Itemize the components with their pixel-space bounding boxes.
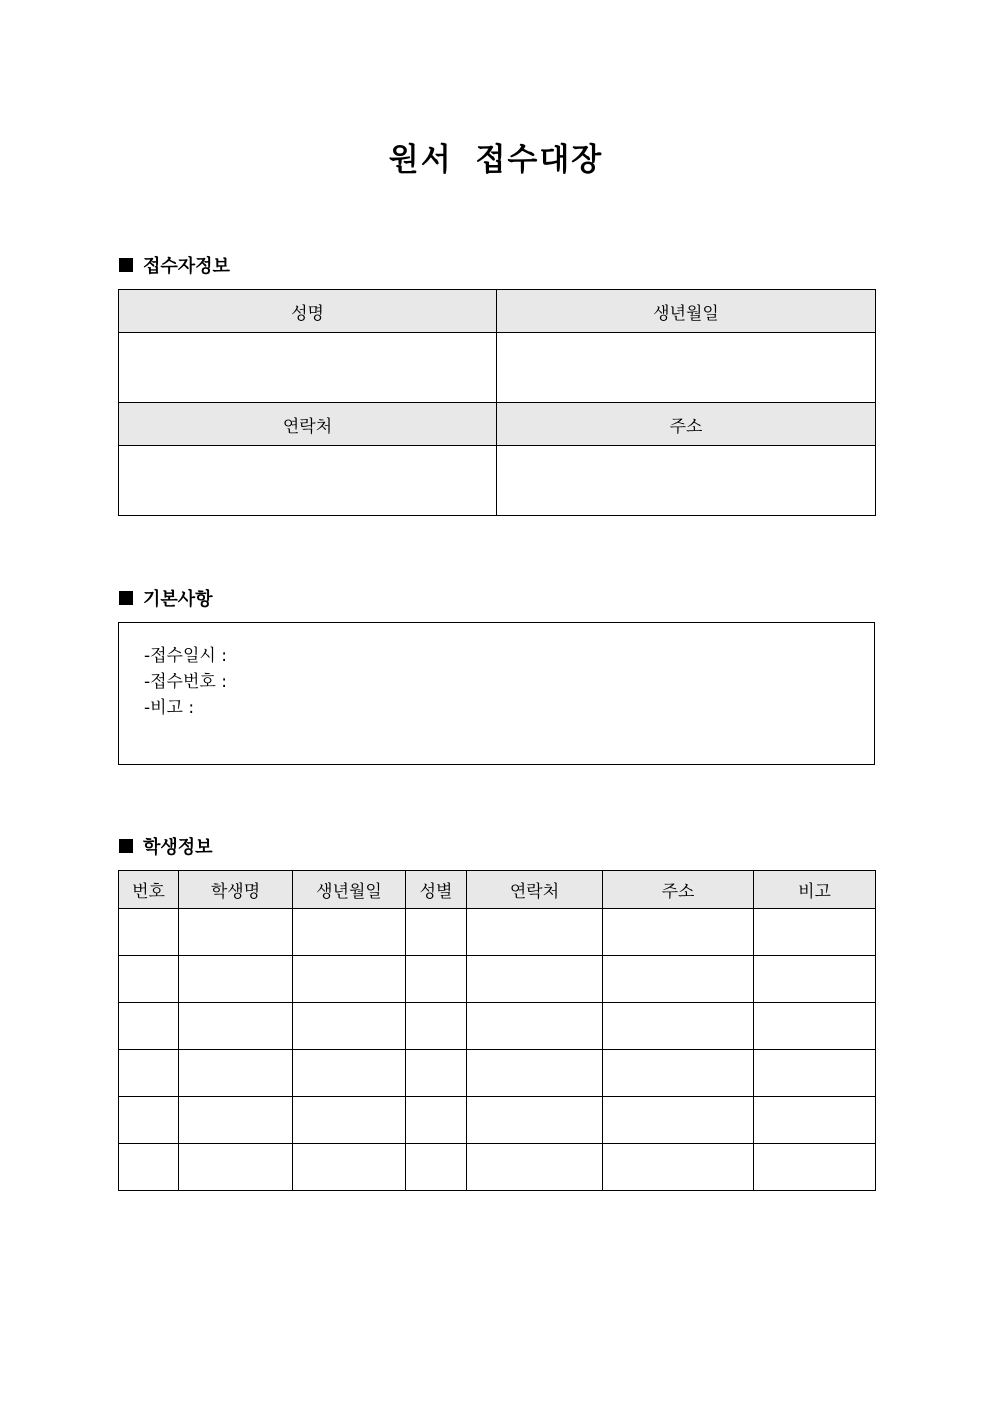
birthdate-field[interactable] [497, 333, 876, 403]
address-field[interactable] [497, 446, 876, 516]
table-row [119, 909, 876, 956]
column-header-remarks: 비고 [754, 871, 876, 909]
square-bullet-icon [119, 258, 133, 272]
student-header-row [119, 871, 876, 909]
table-row [119, 1144, 876, 1191]
student-name-cell[interactable] [179, 909, 293, 956]
student-section-heading [119, 834, 213, 858]
contact-field[interactable] [119, 446, 497, 516]
number-cell[interactable] [119, 1144, 179, 1191]
basic-info-box [118, 622, 875, 765]
gender-cell[interactable] [406, 909, 467, 956]
gender-cell[interactable] [406, 1097, 467, 1144]
gender-cell[interactable] [406, 1050, 467, 1097]
birthdate-cell[interactable] [293, 909, 406, 956]
address-label: 주소 [497, 403, 876, 446]
gender-cell[interactable] [406, 1144, 467, 1191]
student-section-title: 학생정보 [143, 837, 213, 858]
table-row [119, 1050, 876, 1097]
receipt-datetime-line: -접수일시 : [144, 646, 227, 666]
birthdate-cell[interactable] [293, 1003, 406, 1050]
basic-section-heading [119, 586, 213, 610]
column-header-gender: 성별 [406, 871, 467, 909]
applicant-section-title: 접수자정보 [143, 256, 230, 277]
address-cell[interactable] [603, 956, 754, 1003]
table-row [119, 1003, 876, 1050]
number-cell[interactable] [119, 1050, 179, 1097]
square-bullet-icon [119, 839, 133, 853]
applicant-value-row [119, 446, 876, 516]
contact-label: 연락처 [119, 403, 497, 446]
column-header-number: 번호 [119, 871, 179, 909]
name-label: 성명 [119, 290, 497, 333]
remarks-cell[interactable] [754, 909, 876, 956]
address-cell[interactable] [603, 1050, 754, 1097]
student-name-cell[interactable] [179, 1144, 293, 1191]
birthdate-cell[interactable] [293, 1144, 406, 1191]
contact-cell[interactable] [467, 1097, 603, 1144]
applicant-value-row [119, 333, 876, 403]
basic-section-title: 기본사항 [143, 589, 213, 610]
column-header-student-name: 학생명 [179, 871, 293, 909]
student-name-cell[interactable] [179, 956, 293, 1003]
applicant-label-row [119, 290, 876, 333]
remarks-cell[interactable] [754, 1050, 876, 1097]
address-cell[interactable] [603, 909, 754, 956]
contact-cell[interactable] [467, 1003, 603, 1050]
table-row [119, 1097, 876, 1144]
gender-cell[interactable] [406, 956, 467, 1003]
address-cell[interactable] [603, 1097, 754, 1144]
student-name-cell[interactable] [179, 1097, 293, 1144]
student-info-table [118, 870, 876, 1191]
contact-cell[interactable] [467, 956, 603, 1003]
number-cell[interactable] [119, 956, 179, 1003]
contact-cell[interactable] [467, 1144, 603, 1191]
page-title: 원서 접수대장 [388, 142, 604, 178]
column-header-address: 주소 [603, 871, 754, 909]
applicant-info-table [118, 289, 876, 516]
number-cell[interactable] [119, 1097, 179, 1144]
receipt-number-line: -접수번호 : [144, 672, 227, 692]
remarks-cell[interactable] [754, 956, 876, 1003]
student-table-body [119, 909, 876, 1191]
applicant-section-heading [119, 253, 230, 277]
contact-cell[interactable] [467, 1050, 603, 1097]
remarks-cell[interactable] [754, 1097, 876, 1144]
column-header-birthdate: 생년월일 [293, 871, 406, 909]
student-name-cell[interactable] [179, 1003, 293, 1050]
birthdate-cell[interactable] [293, 1097, 406, 1144]
table-row [119, 956, 876, 1003]
remarks-line: -비고 : [144, 698, 195, 718]
birthdate-cell[interactable] [293, 1050, 406, 1097]
applicant-label-row [119, 403, 876, 446]
address-cell[interactable] [603, 1003, 754, 1050]
square-bullet-icon [119, 591, 133, 605]
contact-cell[interactable] [467, 909, 603, 956]
remarks-cell[interactable] [754, 1144, 876, 1191]
number-cell[interactable] [119, 1003, 179, 1050]
name-field[interactable] [119, 333, 497, 403]
basic-info-lines [144, 643, 227, 721]
address-cell[interactable] [603, 1144, 754, 1191]
birthdate-label: 생년월일 [497, 290, 876, 333]
remarks-cell[interactable] [754, 1003, 876, 1050]
birthdate-cell[interactable] [293, 956, 406, 1003]
student-name-cell[interactable] [179, 1050, 293, 1097]
gender-cell[interactable] [406, 1003, 467, 1050]
number-cell[interactable] [119, 909, 179, 956]
column-header-contact: 연락처 [467, 871, 603, 909]
